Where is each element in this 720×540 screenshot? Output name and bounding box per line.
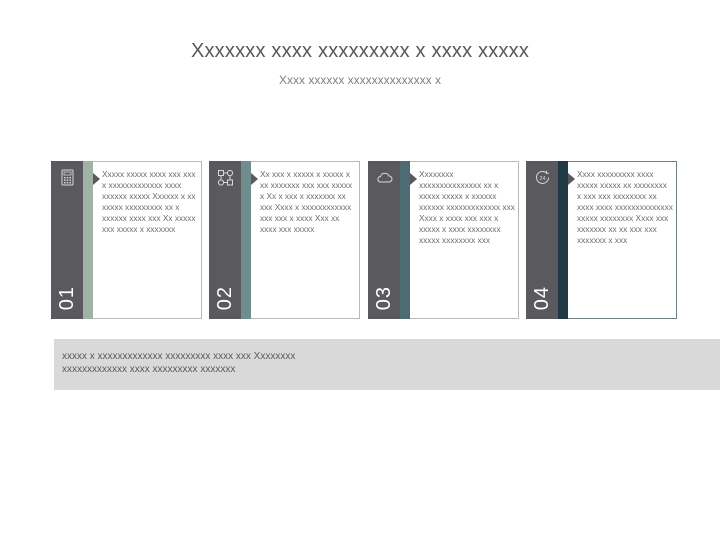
card-text: Xxxxx xxxxx xxxx xxx xxx x xxxxxxxxxxxxx xxxx xxxxxx xxxxx Xxxxxx x xx xxxxx xxxxxxxxx xx x xxxxxx xxxx xxx Xx xxxxx xxx xxxxx x xxxxxxx: [102, 169, 196, 234]
card-02: [209, 161, 361, 319]
cloud-icon: [376, 169, 393, 186]
card-number: 04: [531, 285, 553, 310]
card-accent-strip: [400, 161, 410, 319]
card-tab: [368, 161, 400, 319]
card-body: [410, 161, 519, 319]
note-text: xxxxx x xxxxxxxxxxxxx xxxxxxxxx xxxx xxx Xxxxxxxx xxxxxxxxxxxxx xxxx xxxxxxxxx xxxxxxx: [62, 351, 296, 375]
card-accent-strip: [83, 161, 93, 319]
calculator-icon: [59, 169, 76, 186]
card-text: Xx xxx x xxxxx x xxxxx x xx xxxxxxx xxx xxx xxxxx x Xx x xxx x xxxxxxx xx xxx Xxxx x xxxxxxxxxxxx xxx xxx x xxxx Xxx xx xxxx xxx xxxxx: [260, 169, 353, 234]
clock-24-icon: [534, 169, 551, 186]
card-number: 02: [214, 285, 236, 310]
card-text: Xxxxxxxx xxxxxxxxxxxxxxx xx x xxxxx xxxxx x xxxxxx xxxxxx xxxxxxxxxxxxx xxx Xxxx x xxxx xxx xxx x xxxxx x xxxx xxxxxxxx xxxxx xxxxxxxx xxx: [419, 169, 515, 245]
svg-text:24: 24: [539, 175, 546, 182]
note-banner: [54, 339, 720, 390]
card-body: [568, 161, 677, 319]
card-body: [251, 161, 360, 319]
card-tab: [209, 161, 241, 319]
card-number: 01: [56, 285, 78, 310]
card-pointer: [410, 173, 417, 185]
card-04: [526, 161, 678, 319]
card-pointer: [93, 173, 100, 185]
card-tab: [526, 161, 558, 319]
slide-subtitle: Xxxx xxxxxx xxxxxxxxxxxxxx x: [278, 73, 441, 87]
card-tab: [51, 161, 83, 319]
card-03: [368, 161, 520, 319]
card-pointer: [568, 173, 575, 185]
card-pointer: [251, 173, 258, 185]
card-text: Xxxx xxxxxxxxx xxxx xxxxx xxxxx xx xxxxxxxx x xxx xxx xxxxxxxx xx xxxx xxxx xxxxxxxxxxxxxx xxxxx xxxxxxxx Xxxx xxx xxxxxxx xx xx xxx xxx xxxxxxx x xxx: [577, 169, 673, 245]
card-accent-strip: [241, 161, 251, 319]
card-number: 03: [373, 285, 395, 310]
card-accent-strip: [558, 161, 568, 319]
card-01: [51, 161, 203, 319]
network-icon: [217, 169, 234, 186]
card-body: [93, 161, 202, 319]
slide-title: Xxxxxxx xxxx xxxxxxxxx x xxxx xxxxx: [190, 40, 530, 62]
